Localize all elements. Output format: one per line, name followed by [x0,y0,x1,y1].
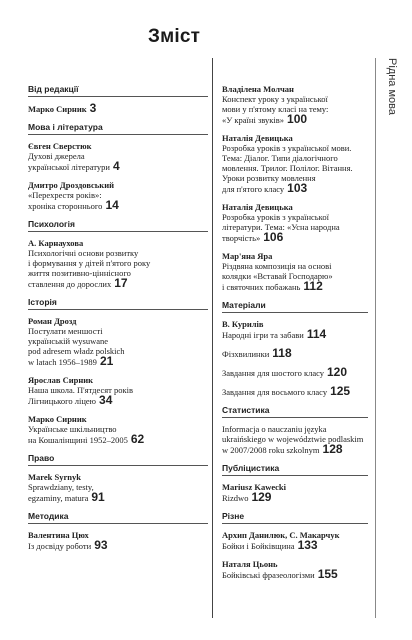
entry-title-line: Конспект уроку з української [222,94,328,104]
entry-author: Владілена Молчан [222,84,294,94]
entry-title-line: Психологічні основи розвитку [28,248,139,258]
entry-title-line: Informacja o nauczaniu języka [222,424,327,434]
entry-title-line: pod adresem władz polskich [28,346,125,356]
page-number: 93 [94,538,108,552]
entry-title-line: мовлення. Трилог. Полілог. Вітання. [222,163,353,173]
entry-title-line: Розробка уроків з української мови. [222,143,352,153]
entry-author: А. Карнаухова [28,238,84,248]
page-number: 120 [327,365,348,379]
entry-title-line: Тема: Діалог. Типи діалогічного [222,153,338,163]
section-heading: Статистика [222,405,368,418]
entry-title-line: Народні ігри та забави [222,330,304,340]
page-number: 17 [114,276,128,290]
entry-title-line: Постулати меншості [28,326,103,336]
entry-title-line: ставлення до дорослих [28,279,112,289]
entry-title-line: творчість» [222,233,261,243]
section-heading: Історія [28,297,208,310]
page-number: 103 [287,181,308,195]
entry-author: В. Курилів [222,319,264,329]
page-number: 129 [251,490,272,504]
entry-author: Наталя Цьонь [222,559,278,569]
toc-section [222,511,368,580]
toc-entry[interactable] [222,84,368,125]
sidebar-label: Рідна мова [386,58,398,115]
section-heading: Публіцистика [222,463,368,476]
entry-title-line: Sprawdziany, testy, [28,482,94,492]
entry-title-line: для п'ятого класу [222,184,285,194]
toc-entry[interactable] [28,414,208,445]
entry-author: Валентина Цюх [28,530,89,540]
sidebar [382,58,404,168]
entry-title-line: Різдвяна композиція на основі [222,261,332,271]
toc-entry[interactable] [222,251,368,292]
toc-section [28,84,208,114]
entry-title-line: життя позитивно-ціннісного [28,268,131,278]
toc-section [222,463,368,503]
toc-entry[interactable] [222,367,368,378]
entry-title-line: Уроки розвитку мовлення [222,173,316,183]
toc-section [222,405,368,455]
page-number: 133 [297,538,318,552]
page-number: 112 [303,279,323,293]
entry-title-line: ukraińskiego w województwie podlaskim [222,434,364,444]
page-number: 118 [272,346,292,360]
entry-title-line: w 2007/2008 roku szkolnym [222,445,320,455]
entry-title-line: Із досвіду роботи [28,541,92,551]
toc-entry[interactable] [222,348,368,359]
page-number: 125 [330,384,351,398]
entry-title-line: Духові джерела [28,151,85,161]
page-number: 128 [322,442,343,456]
page-number: 3 [89,101,97,115]
toc-entry[interactable] [222,424,368,455]
page-number: 100 [287,112,308,126]
entry-title-line: мови у п'ятому класі на тему: [222,104,329,114]
toc-entry[interactable] [28,375,208,406]
toc-entry[interactable] [28,180,208,211]
section-heading: Мова і література [28,122,208,135]
toc-entry[interactable] [222,319,368,340]
toc-entry[interactable] [28,530,208,551]
page-number: 21 [99,354,114,368]
entry-title-line: колядки «Вставай Господарю» [222,271,333,281]
section-heading: Право [28,453,208,466]
entry-author: Марко Сирник [28,414,87,424]
toc-entry[interactable] [28,316,208,367]
entry-title-line: і святочних побажань [222,282,301,292]
page-title: Зміст [148,26,201,47]
section-heading: Матеріали [222,300,368,313]
toc-entry[interactable] [28,238,208,289]
section-heading: Різне [222,511,368,524]
toc-entry[interactable] [222,202,368,243]
page-number: 91 [91,490,105,504]
section-heading: Від редакції [28,84,208,97]
toc-section [28,511,208,551]
page-number: 155 [317,567,338,581]
toc-entry[interactable] [222,133,368,194]
toc-entry[interactable] [222,559,368,580]
entry-title-line: Бойківські фразеологізми [222,570,315,580]
toc-entry[interactable] [28,103,208,114]
column-divider [212,58,213,618]
page-number: 114 [306,327,327,341]
entry-title-line: Українське шкільництво [28,424,117,434]
sidebar-divider [375,58,376,618]
toc-entry[interactable] [222,386,368,397]
toc-section [222,84,368,292]
toc-entry[interactable] [222,482,368,503]
entry-author: Євген Сверстюк [28,141,92,151]
entry-author: Мар'яна Яра [222,251,273,261]
page-number: 106 [263,230,284,244]
right-column [222,84,368,588]
toc-entry[interactable] [28,472,208,503]
entry-title-line: Фізхвилинки [222,349,270,359]
entry-title-line: Бойки і Бойківщина [222,541,295,551]
left-column [28,84,208,559]
section-heading: Психологія [28,219,208,232]
entry-title-line: українській wysuwane [28,336,109,346]
entry-author: Marek Syrnyk [28,472,81,482]
toc-section [28,297,208,445]
entry-title-line: Наша школа. П'ятдесят років [28,385,134,395]
toc-section [28,122,208,211]
section-heading: Методика [28,511,208,524]
entry-title-line: на Кошалінщині 1952–2005 [28,435,128,445]
page-number: 62 [130,432,145,446]
entry-title-line: w latach 1956–1989 [28,357,97,367]
page-number: 14 [105,198,119,212]
entry-author: Марко Сирник [28,104,87,114]
toc-entry[interactable] [28,141,208,172]
entry-title-line: Лігницького ліцею [28,396,97,406]
toc-entry[interactable] [222,530,368,551]
page-number: 34 [99,393,113,407]
entry-title-line: «Перехрестя років»: [28,190,102,200]
entry-author: Наталія Девицька [222,202,293,212]
page-number: 4 [112,159,120,173]
entry-title-line: української літератури [28,162,110,172]
entry-title-line: і формування у дітей п'ятого року [28,258,151,268]
entry-title-line: Завдання для восьмого класу [222,387,328,397]
entry-title-line: egzaminy, matura [28,493,89,503]
entry-author: Наталія Девицька [222,133,293,143]
entry-author: Архип Данилюк, С. Макарчук [222,530,340,540]
toc-section [28,219,208,289]
entry-title-line: Rizdwo [222,493,249,503]
entry-author: Роман Дрозд [28,316,77,326]
toc-section [222,300,368,397]
entry-author: Mariusz Kawecki [222,482,286,492]
entry-title-line: літератури. Тема: «Усна народна [222,222,340,232]
entry-title-line: хроніка стороннього [28,201,103,211]
entry-title-line: Розробка уроків з української [222,212,329,222]
entry-author: Дмитро Дроздовський [28,180,114,190]
entry-title-line: Завдання для шостого класу [222,368,324,378]
entry-title-line: «У країні звуків» [222,115,285,125]
toc-section [28,453,208,503]
entry-author: Ярослав Сирник [28,375,94,385]
